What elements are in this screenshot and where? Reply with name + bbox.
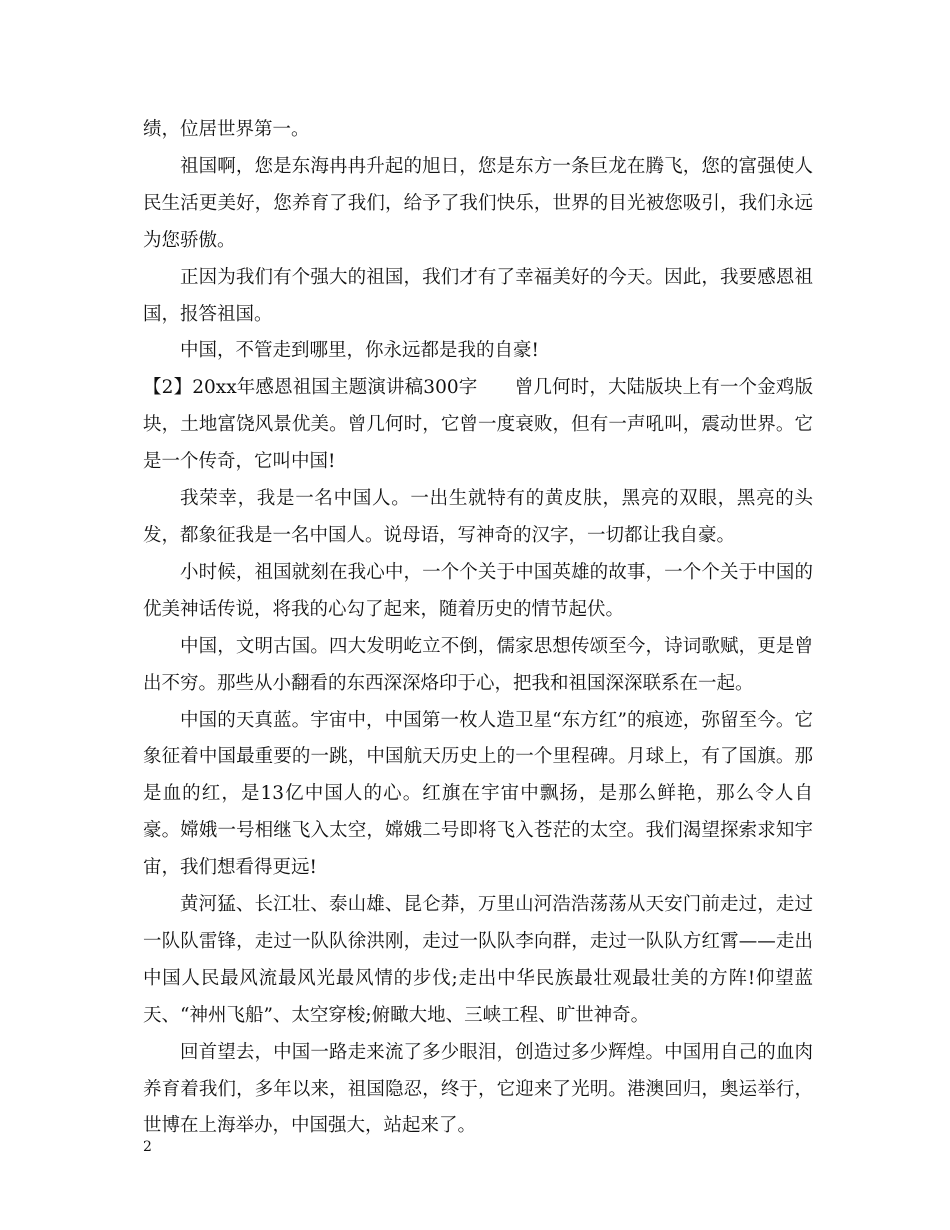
paragraph-11: 回首望去，中国一路走来流了多少眼泪，创造过多少辉煌。中国用自己的血肉养育着我们，多年以来，祖国隐忍，终于，它迎来了光明。港澳回归，奥运举行，世博在上海举办，中国强大，站起来了。 bbox=[143, 1041, 813, 1137]
paragraph-6: 我荣幸，我是一名中国人。一出生就特有的黄皮肤，黑亮的双眼，黑亮的头发，都象征我是一名中国人。说母语，写神奇的汉字，一切都让我自豪。 bbox=[143, 488, 813, 546]
paragraph-9: 中国的天真蓝。宇宙中，中国第一枚人造卫星“东方红”的痕迹，弥留至今。它象征着中国最重要的一跳，中国航天历史上的一个里程碑。月球上，有了国旗。那是血的红，是13亿中国人的心。红旗在宇宙中飘扬，是那么鲜艳，那么令人自豪。嫦娥一号相继飞入太空，嫦娥二号即将飞入苍茫的太空。我们渴望探索求知宇宙，我们想看得更远! bbox=[143, 709, 813, 879]
paragraph-4: 中国，不管走到哪里，你永远都是我的自豪! bbox=[180, 340, 539, 362]
paragraph-3: 正因为我们有个强大的祖国，我们才有了幸福美好的今天。因此，我要感恩祖国，报答祖国。 bbox=[143, 266, 813, 325]
paragraph-2: 祖国啊，您是东海冉冉升起的旭日，您是东方一条巨龙在腾飞，您的富强使人民生活更美好，您养育了我们，给予了我们快乐，世界的目光被您吸引，我们永远为您骄傲。 bbox=[143, 155, 813, 251]
page-number: 2 bbox=[143, 1139, 152, 1155]
document-body bbox=[143, 112, 813, 1145]
paragraph-5-section-heading: 【2】20xx年感恩祖国主题演讲稿300字 曾几何时，大陆版块上有一个金鸡版块，土地富饶风景优美。曾几何时，它曾一度衰败，但有一声吼叫，震动世界。它是一个传奇，它叫中国! bbox=[143, 377, 813, 473]
paragraph-7: 小时候，祖国就刻在我心中，一个个关于中国英雄的故事，一个个关于中国的优美神话传说，将我的心勾了起来，随着历史的情节起伏。 bbox=[143, 561, 813, 620]
paragraph-1: 绩，位居世界第一。 bbox=[143, 119, 310, 140]
paragraph-8: 中国，文明古国。四大发明屹立不倒，儒家思想传颂至今，诗词歌赋，更是曾出不穷。那些从小翻看的东西深深烙印于心，把我和祖国深深联系在一起。 bbox=[143, 635, 813, 694]
paragraph-10: 黄河猛、长江壮、泰山雄、昆仑莽，万里山河浩浩荡荡从天安门前走过，走过一队队雷锋，走过一队队徐洪刚，走过一队队李向群，走过一队队方红霄——走出中国人民最风流最风光最风情的步伐;走出中华民族最壮观最壮美的方阵!仰望蓝天、“神州飞船”、太空穿梭;俯瞰大地、三峡工程、旷世神奇。 bbox=[143, 894, 813, 1026]
